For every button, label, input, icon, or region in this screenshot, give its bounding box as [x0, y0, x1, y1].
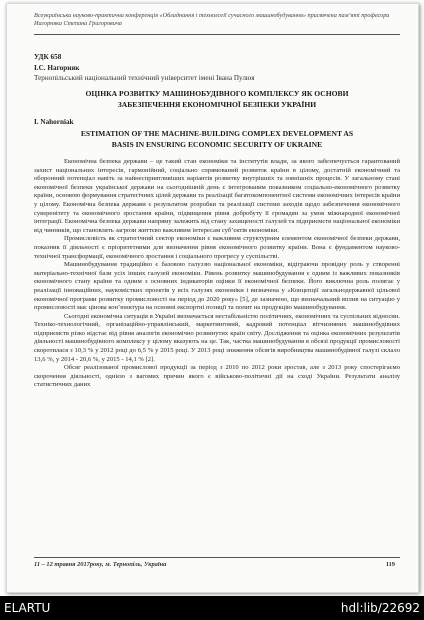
repository-bar	[0, 596, 424, 620]
header-divider	[34, 34, 400, 35]
page-number: 119	[385, 561, 395, 568]
title-ua-line-1: ОЦІНКА РОЗВИТКУ МАШИНОБУДІВНОГО КОМПЛЕКСУ ЯК ОСНОВИ	[85, 89, 349, 98]
title-en-line-2: BASIS IN ENSURING ECONOMIC SECURITY OF UKRAINE	[111, 140, 323, 149]
paragraph: Сьогодні економічна ситуація в Україні визначається нестабільністю політичних, економічних та суспільних відносин. Техніко-технологічний, організаційно-управлінський, маркетинговий, кадровий потенціал вітчизняних машинобудівних підприємств різко відстає від рівня аналогів економічно розвинутих країн світу. Дослідження та оцінка економічних результатів діяльності машинобудівного комплексу у цілому вказують на це. Так, частка машинобудування в обсязі продукції промисловості скоротилася з 10,3 % у 2012 році до 6,5 % у 2015 році. У 2013 році зниження обсягів виробництва машинобудівної галузі склало 13,6 %, у 2014 - 20,6 %, у 2015 - 14,1 % [2].	[34, 312, 400, 363]
handle-identifier[interactable]: hdl:lib/22692	[340, 601, 420, 615]
article-body	[34, 158, 400, 390]
conference-header: Всеукраїнська науково-практична конференція «Обладнання і технології сучасного машинобудування» присвячена пам’яті професора Иагорняка Степана Григоровича	[34, 12, 390, 27]
title-en	[34, 128, 400, 150]
title-ua	[34, 88, 400, 110]
affiliation: Тернопільський національний технічний університет імені Івана Пулюя	[34, 74, 255, 82]
paragraph: Економічна безпека держави – це такий стан економіки та інститутів влади, за якого забезпечується гарантований захист національних інтересів, гармонійний, соціально спрямований розвиток країни в цілому, достатній економічний та оборонний потенціал навіть за найнесприятливіших варіантів розвитку внутрішніх та зовнішніх процесів. У загальному стані економічної безпеки української держави на сьогоднішній день є інтегрованим показником соціально-економічного розвитку країни, основою формування стратегічних цілей держави та реалізації багатокомпонентної системи економічних інтересів країни у цілому. Економічна безпека держави є результатом розробки та реалізації системи заходів щодо забезпечення економічного суверенітету та економічного зростання країни, підвищення рівня добробуту її громадян за умов міжнародної економічної інтеграції. Економічна безпека держави напряму залежить від стану захищеності галузей та підприємств національної економіки від чинників, що становлять загрози життєво важливим інтересам суб’єктів економіки.	[34, 158, 400, 234]
udk-code: УДК 658	[34, 53, 62, 61]
footer-date-location: 11 – 12 травня 2017року, м. Тернопіль, Україна	[34, 561, 167, 568]
paragraph: Машинобудування традиційно є базовою галуззю національної економіки, відіграючи провідну роль у створенні матеріально-технічної бази усіх інших галузей економіки. Рівень розвитку машинобудування є одним із важливих показників економічного стану країни та одним з основних індикаторів оцінки її економічної безпеки. Його виключна роль полягає у реалізації інноваційних, наукомістких проектів у всіх галузях економіки і визначена у «Концепції загальнодержавної цільової економічної програми розвитку промисловості на період до 2020 року» [5], де зазначено, що визначальний вплив на ситуацію у промисловості має цінова кон’юнктура на основні експортні позиції та попит на продукцію машинобудування.	[34, 261, 400, 312]
repository-name[interactable]: ELARTU	[4, 601, 51, 615]
footer-divider	[34, 557, 400, 558]
paragraph: Обсяг реалізованої промислової продукції за період з 2010 по 2012 роки зростав, але з 2013 року спостерігаємо скорочення діяльності, однією з вагомих причин якого є військово-політичні дії на сході України. Результати аналізу статистичних даних	[34, 364, 400, 389]
title-ua-line-2: ЗАБЕЗПЕЧЕННЯ ЕКОНОМІЧНОЇ БЕЗПЕКИ УКРАЇНИ	[117, 100, 317, 109]
paragraph: Промисловість як стратегічний сектор економіки є важливим структурним елементом економічної безпеки держави, показник її діяльності є пріоритетними для визначення рівня економічного розвитку країни. Вона є фундаментом науково-технічної трансформації, економічного зростання і соціального прогресу у суспільстві.	[34, 235, 400, 260]
document-page	[6, 3, 419, 593]
author-ua: І.С. Нагорняк	[34, 64, 80, 72]
title-en-line-1: ESTIMATION OF THE MACHINE-BUILDING COMPLEX DEVELOPMENT AS	[80, 129, 354, 138]
author-en: I. Nahorniak	[34, 118, 74, 126]
